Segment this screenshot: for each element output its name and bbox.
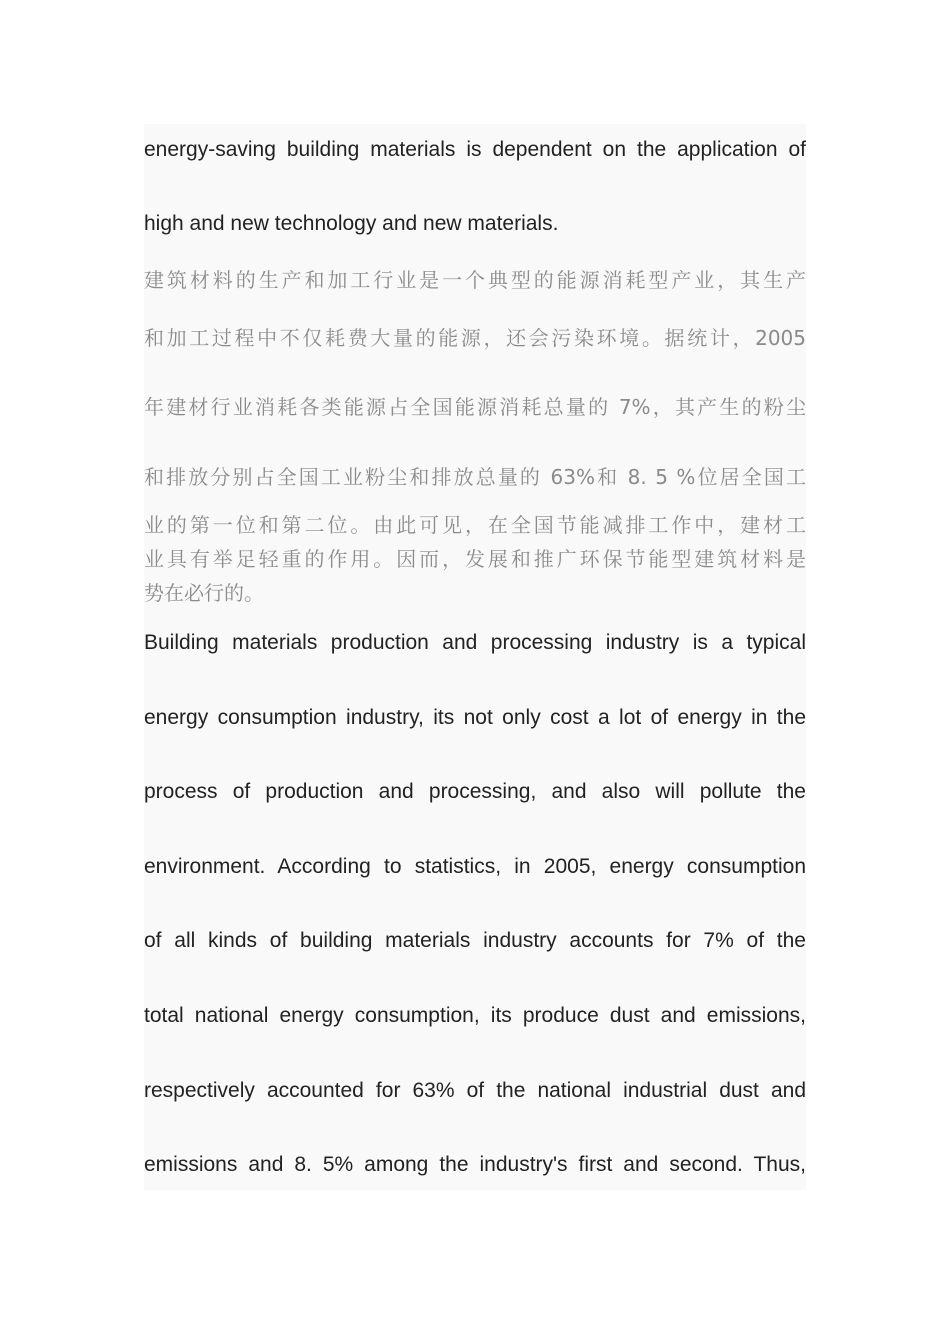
paragraph-line: emissions and 8. 5% among the industry's first and second. Thus, — [144, 1153, 806, 1176]
chinese-paragraph-line: 势在必行的。 — [144, 581, 264, 605]
paragraph-line: respectively accounted for 63% of the national industrial dust and — [144, 1079, 806, 1102]
chinese-paragraph-line: 和加工过程中不仅耗费大量的能源，还会污染环境。据统计，2005 — [144, 326, 806, 350]
paragraph-line: process of production and processing, and also will pollute the — [144, 780, 806, 803]
text-block — [144, 124, 806, 1190]
chinese-paragraph-compact — [144, 508, 806, 610]
paragraph-line: energy consumption industry, its not only cost a lot of energy in the — [144, 706, 806, 729]
paragraph-line: high and new technology and new materials. — [144, 212, 559, 235]
chinese-paragraph-line: 业具有举足轻重的作用。因而，发展和推广环保节能型建筑材料是 — [144, 547, 806, 571]
paragraph-line: Building materials production and processing industry is a typical — [144, 631, 806, 654]
chinese-paragraph-line: 业的第一位和第二位。由此可见，在全国节能减排工作中，建材工 — [144, 513, 806, 537]
chinese-paragraph-line: 建筑材料的生产和加工行业是一个典型的能源消耗型产业，其生产 — [144, 268, 806, 292]
chinese-paragraph-line: 年建材行业消耗各类能源占全国能源消耗总量的 7%，其产生的粉尘 — [144, 395, 806, 419]
paragraph-line: total national energy consumption, its produce dust and emissions, — [144, 1004, 806, 1027]
paragraph-line: of all kinds of building materials industry accounts for 7% of the — [144, 929, 806, 952]
chinese-paragraph-line: 和排放分别占全国工业粉尘和排放总量的 63%和 8. 5 %位居全国工 — [144, 465, 806, 489]
paragraph-line: energy-saving building materials is dependent on the application of — [144, 138, 806, 161]
paragraph-line: environment. According to statistics, in 2005, energy consumption — [144, 855, 806, 878]
